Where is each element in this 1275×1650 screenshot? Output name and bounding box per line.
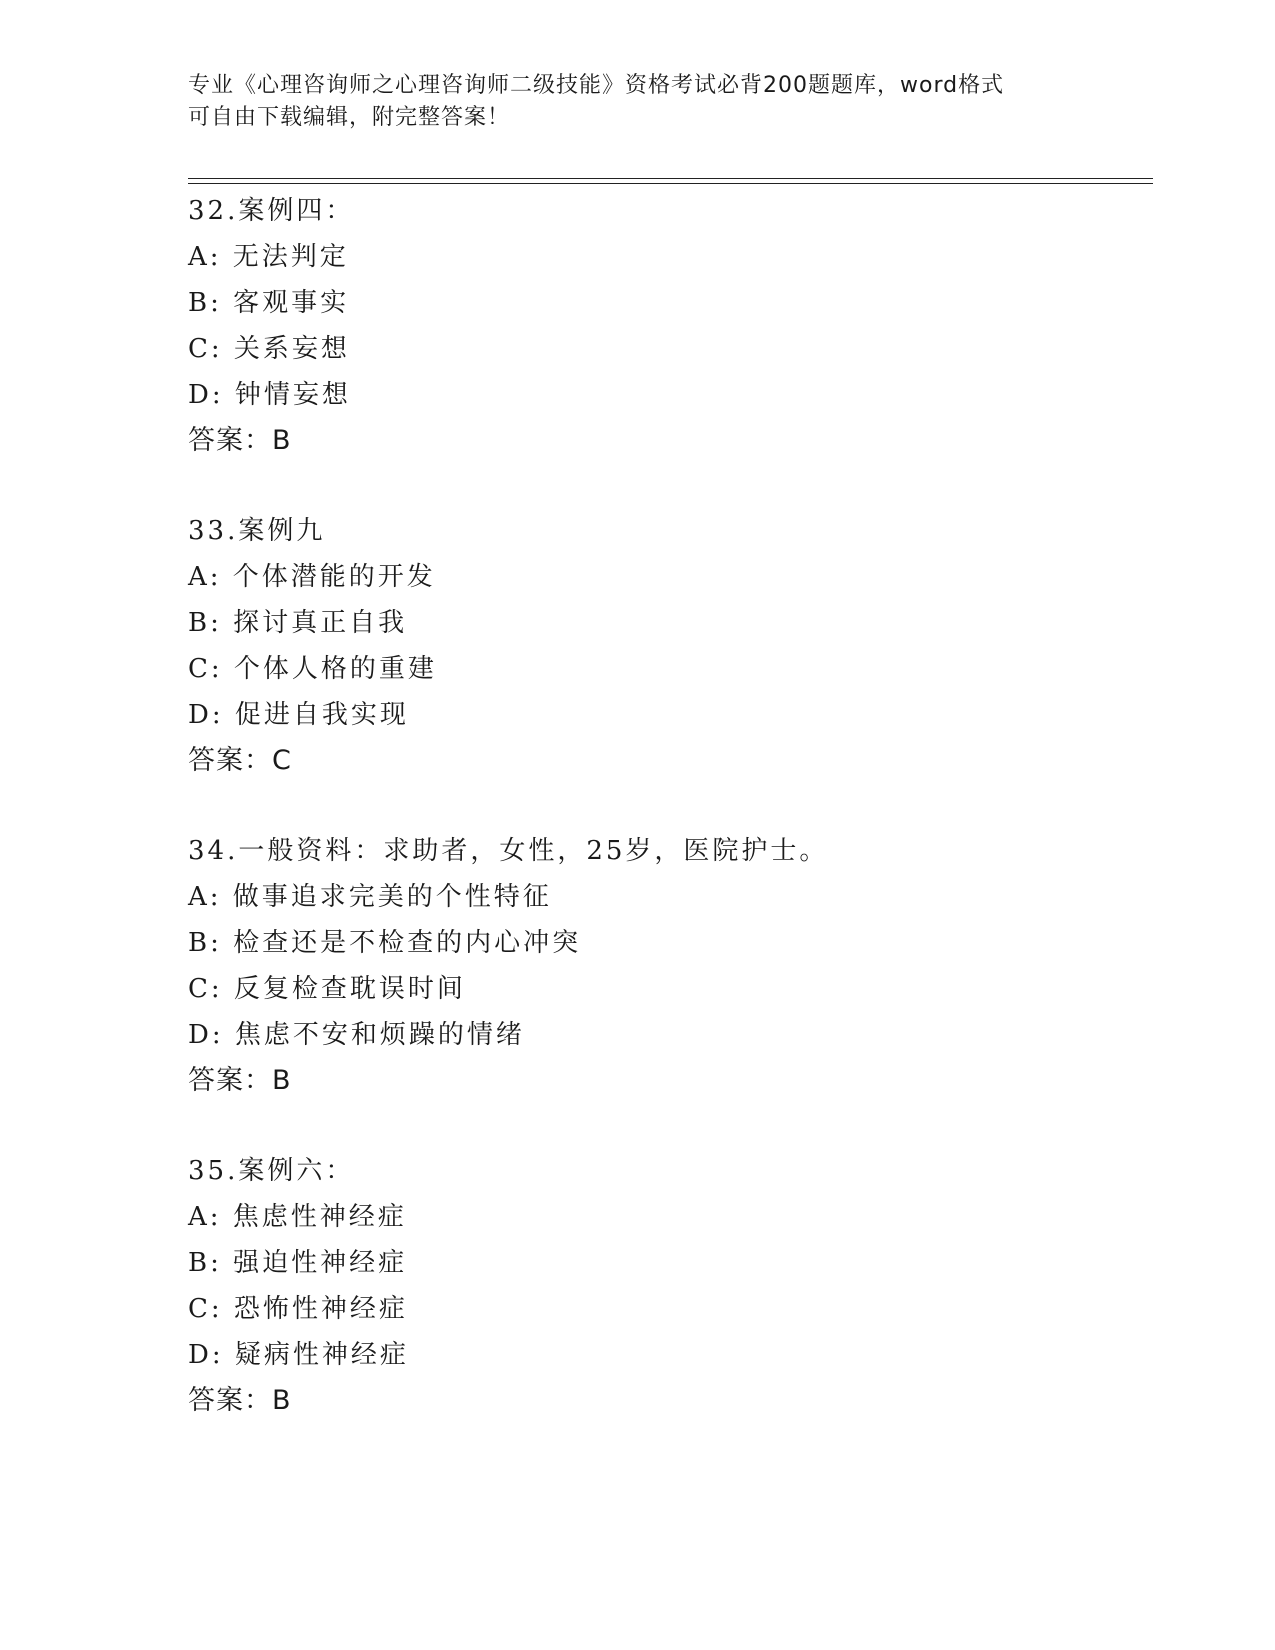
option-c: C: 关系妄想 xyxy=(188,334,350,364)
option-a: A: 个体潜能的开发 xyxy=(188,562,436,592)
question-33 xyxy=(188,508,1148,784)
option-c: C: 反复检查耽误时间 xyxy=(188,974,466,1004)
question-stem: 34.一般资料：求助者，女性，25岁，医院护士。 xyxy=(188,836,829,866)
option-b: B: 检查还是不检查的内心冲突 xyxy=(188,928,582,958)
question-35 xyxy=(188,1148,1148,1424)
header-divider-bottom xyxy=(188,183,1153,184)
option-b: B: 客观事实 xyxy=(188,288,350,318)
document-header xyxy=(188,70,1088,134)
question-34 xyxy=(188,828,1148,1104)
answer-label: 答案：B xyxy=(188,1385,292,1416)
option-d: D: 钟情妄想 xyxy=(188,380,351,410)
question-stem: 33.案例九 xyxy=(188,516,326,546)
option-b: B: 强迫性神经症 xyxy=(188,1248,408,1278)
option-d: D: 焦虑不安和烦躁的情绪 xyxy=(188,1020,525,1050)
option-a: A: 做事追求完美的个性特征 xyxy=(188,882,552,912)
option-d: D: 疑病性神经症 xyxy=(188,1340,409,1370)
option-a: A: 焦虑性神经症 xyxy=(188,1202,407,1232)
header-line-1: 专业《心理咨询师之心理咨询师二级技能》资格考试必背200题题库，word格式 xyxy=(188,73,1005,98)
question-list xyxy=(188,188,1148,1468)
question-stem: 32.案例四： xyxy=(188,196,355,226)
answer-label: 答案：B xyxy=(188,425,292,456)
header-line-2: 可自由下载编辑，附完整答案！ xyxy=(188,105,511,130)
option-b: B: 探讨真正自我 xyxy=(188,608,408,638)
question-32 xyxy=(188,188,1148,464)
option-c: C: 个体人格的重建 xyxy=(188,654,437,684)
option-d: D: 促进自我实现 xyxy=(188,700,409,730)
answer-label: 答案：C xyxy=(188,745,292,776)
answer-label: 答案：B xyxy=(188,1065,292,1096)
header-divider-top xyxy=(188,178,1153,179)
option-a: A: 无法判定 xyxy=(188,242,349,272)
option-c: C: 恐怖性神经症 xyxy=(188,1294,408,1324)
question-stem: 35.案例六： xyxy=(188,1156,355,1186)
